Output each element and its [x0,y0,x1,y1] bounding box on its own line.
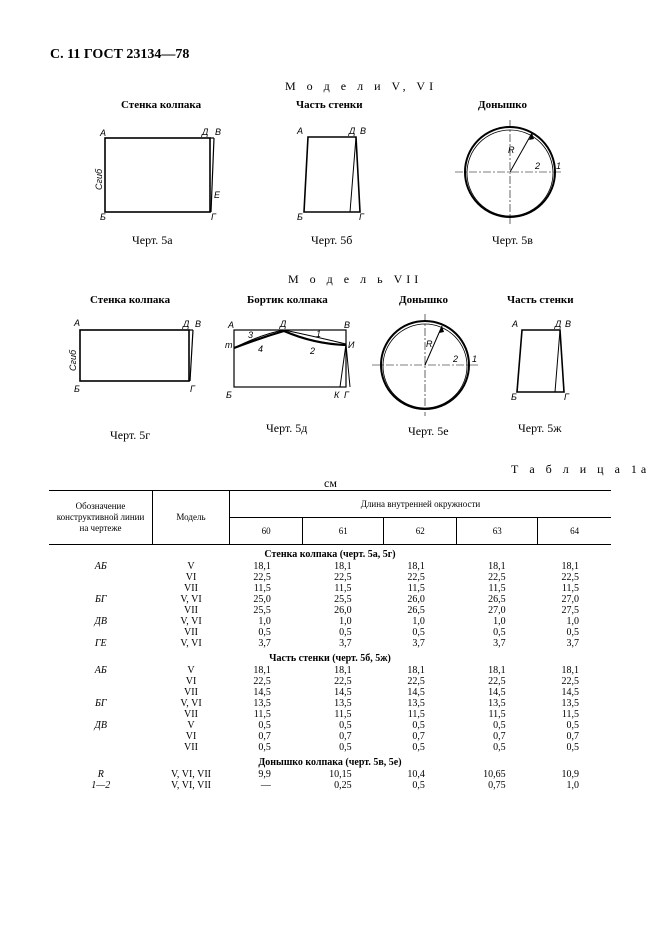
fig-5zh-title: Часть стенки [507,294,574,306]
fig-5a-title: Стенка колпака [121,99,202,111]
value-cell: 26,5 [488,594,506,605]
value-cell: 0,75 [488,780,506,791]
model-vii-heading: М о д е л ь VII [288,272,423,286]
value-cell: 11,5 [253,583,271,594]
label-1: 1 [556,161,562,171]
value-cell: 0,7 [566,731,579,742]
value-cell: 18,1 [488,561,506,572]
line-cell [49,709,153,720]
label-t: т [225,340,233,350]
value-cell: 11,5 [561,583,579,594]
caption-5zh: Черт. 5ж [518,421,562,435]
table-unit: см [324,476,337,490]
label-2: 2 [310,346,316,356]
label-v: В [565,319,572,329]
table-row [49,780,611,791]
table-row [49,616,611,627]
label-a: А [228,320,235,330]
value-cell: 0,5 [339,720,352,731]
table-row [49,561,611,572]
fig-5e-drawing [370,312,485,417]
model-cell: VI [185,572,197,583]
section-title: Стенка колпака (черт. 5а, 5г) [264,549,396,560]
value-cell: 11,5 [253,709,271,720]
value-cell: 11,5 [561,709,579,720]
label-4: 4 [258,344,264,354]
caption-5v: Черт. 5в [492,233,533,247]
fig-5d-drawing [222,314,362,404]
value-cell: 11,5 [488,583,506,594]
model-cell: V, VI [180,616,202,627]
table-row [49,742,611,753]
label-v: В [215,127,222,137]
value-cell: 0,5 [339,742,352,753]
model-cell: V, VI [180,594,202,605]
model-cell: V, VI [180,698,202,709]
label-v: В [344,320,351,330]
caption-5a: Черт. 5а [132,233,173,247]
section-title: Часть стенки (черт. 5б, 5ж) [269,653,391,664]
page-header: С. 11 ГОСТ 23134—78 [50,47,190,62]
value-cell: 0,5 [493,720,506,731]
label-2: 2 [453,354,459,364]
value-cell: 11,5 [334,583,352,594]
value-cell: 13,5 [253,698,271,709]
line-cell: АБ [94,561,107,572]
table-row [49,769,611,780]
caption-5b: Черт. 5б [311,233,353,247]
value-cell: 22,5 [488,572,506,583]
fig-5d-title: Бортик колпака [247,294,328,306]
value-cell: 0,5 [412,780,425,791]
value-cell: 0,7 [412,731,425,742]
label-g: Г [564,392,569,402]
col-header-model: Модель [153,491,230,545]
line-cell [49,742,153,753]
model-cell: VII [184,627,198,638]
label-i: И [348,340,355,350]
label-g: Г [190,384,195,394]
label-k: К [334,390,340,400]
line-cell [49,676,153,687]
label-b: Б [74,384,80,394]
value-cell: 25,5 [253,605,271,616]
line-cell: ДВ [94,720,107,731]
value-cell: 18,1 [488,665,506,676]
table-row [49,720,611,731]
value-cell: 1,0 [493,616,506,627]
label-b: Б [511,392,517,402]
table-row [49,709,611,720]
label-e: Е [214,190,221,200]
value-cell: 22,5 [488,676,506,687]
value-cell: 3,7 [258,638,271,649]
value-cell: 18,1 [334,561,352,572]
value-cell: 0,5 [339,627,352,638]
value-cell: 14,5 [253,687,271,698]
size-header-62: 62 [384,518,457,545]
value-cell: 27,0 [561,594,579,605]
value-cell: 13,5 [561,698,579,709]
section-header-row [49,753,611,769]
table-row [49,731,611,742]
fig-5g-title: Стенка колпака [90,294,171,306]
value-cell: 0,25 [334,780,352,791]
label-2: 2 [535,161,541,171]
value-cell: 18,1 [253,665,271,676]
label-a: А [297,126,304,136]
label-d: Д [349,126,356,136]
label-a: А [74,318,81,328]
label-b: Б [297,212,303,222]
value-cell: 0,7 [258,731,271,742]
value-cell: 1,0 [258,616,271,627]
value-cell: 22,5 [334,676,352,687]
value-cell: 18,1 [561,665,579,676]
size-header-61: 61 [303,518,384,545]
value-cell: 1,0 [566,616,579,627]
line-cell: АБ [94,665,107,676]
value-cell: 0,5 [258,742,271,753]
line-cell: 1—2 [91,780,111,791]
value-cell: 0,5 [493,742,506,753]
col-header-line: Обозначение конструктивной линии на чертеже [49,491,153,545]
value-cell: 14,5 [561,687,579,698]
model-cell: V [187,720,195,731]
value-cell: 0,5 [566,720,579,731]
value-cell: 0,5 [566,627,579,638]
section-header-row [49,545,611,562]
fig-5v-title: Донышко [478,99,527,111]
label-d: Д [555,319,562,329]
label-1: 1 [316,329,322,339]
value-cell: 0,5 [566,742,579,753]
fig-5b-drawing [290,120,380,230]
size-header-64: 64 [538,518,611,545]
label-r: R [508,145,515,155]
size-header-63: 63 [457,518,538,545]
group-header: Длина внутренней окружности [230,491,612,518]
table-row [49,583,611,594]
fig-5v-drawing [450,118,570,228]
model-cell: V [187,561,195,572]
label-sgib: Сгиб [68,349,78,371]
label-d: Д [183,319,190,329]
fig-5b-title: Часть стенки [296,99,363,111]
value-cell: 3,7 [339,638,352,649]
value-cell: 10,65 [483,769,506,780]
line-cell: ГЕ [94,638,107,649]
size-header-60: 60 [230,518,303,545]
line-cell: БГ [94,698,107,709]
table-row [49,594,611,605]
table-row [49,676,611,687]
label-1: 1 [472,354,478,364]
value-cell: 26,0 [334,605,352,616]
model-cell: VII [184,687,198,698]
value-cell: 0,7 [339,731,352,742]
model-cell: VI [185,731,197,742]
value-cell: 22,5 [334,572,352,583]
value-cell: 10,4 [407,769,425,780]
label-sgib: Сгиб [94,168,104,190]
line-cell [49,687,153,698]
label-g: Г [344,390,349,400]
table-row [49,638,611,649]
value-cell: 0,5 [493,627,506,638]
value-cell: 1,0 [566,780,579,791]
value-cell: 18,1 [561,561,579,572]
fig-5g-drawing [65,312,215,402]
value-cell: 18,1 [407,665,425,676]
label-a: А [100,128,107,138]
label-a: А [512,319,519,329]
line-cell [49,572,153,583]
value-cell: 1,0 [412,616,425,627]
line-cell: ДВ [94,616,107,627]
label-d: Д [280,319,287,329]
table-header-row [49,491,611,518]
label-d: Д [202,127,209,137]
table-row [49,627,611,638]
value-cell: 10,9 [561,769,579,780]
section-header-row [49,649,611,665]
value-cell: 11,5 [407,583,425,594]
line-cell [49,731,153,742]
value-cell: 11,5 [407,709,425,720]
fig-5zh-drawing [505,314,585,404]
value-cell: 14,5 [488,687,506,698]
value-cell: 11,5 [488,709,506,720]
value-cell: 27,0 [488,605,506,616]
label-v: В [195,319,202,329]
label-v: В [360,126,367,136]
table-title: Т а б л и ц а 1а [511,462,651,476]
value-cell: — [260,780,271,791]
label-g: Г [211,212,216,222]
value-cell: 3,7 [493,638,506,649]
line-cell: R [97,769,104,780]
value-cell: 27,5 [561,605,579,616]
models-v-vi-heading: М о д е л и V, VI [285,79,438,93]
line-cell [49,605,153,616]
data-table [49,490,611,791]
value-cell: 22,5 [253,572,271,583]
line-cell [49,627,153,638]
value-cell: 18,1 [253,561,271,572]
label-b: Б [100,212,106,222]
value-cell: 13,5 [334,698,352,709]
model-cell: VII [184,742,198,753]
model-cell: V, VI, VII [170,780,211,791]
line-cell: БГ [94,594,107,605]
value-cell: 13,5 [407,698,425,709]
value-cell: 14,5 [407,687,425,698]
value-cell: 22,5 [561,572,579,583]
value-cell: 0,5 [412,720,425,731]
table-row [49,605,611,616]
table-row [49,572,611,583]
model-cell: V, VI [180,638,202,649]
value-cell: 3,7 [412,638,425,649]
table-row [49,687,611,698]
value-cell: 22,5 [407,676,425,687]
label-g: Г [359,212,364,222]
caption-5d: Черт. 5д [266,421,308,435]
caption-5g: Черт. 5г [110,428,151,442]
table-row [49,698,611,709]
value-cell: 26,0 [407,594,425,605]
value-cell: 22,5 [253,676,271,687]
value-cell: 18,1 [407,561,425,572]
fig-5e-title: Донышко [399,294,448,306]
value-cell: 14,5 [334,687,352,698]
table-row [49,665,611,676]
model-cell: V [187,665,195,676]
value-cell: 11,5 [334,709,352,720]
model-cell: VII [184,583,198,594]
value-cell: 22,5 [561,676,579,687]
line-cell [49,583,153,594]
model-cell: VI [185,676,197,687]
label-r: R [426,339,433,349]
value-cell: 10,15 [329,769,352,780]
value-cell: 22,5 [407,572,425,583]
model-cell: VII [184,605,198,616]
value-cell: 26,5 [407,605,425,616]
value-cell: 0,5 [412,627,425,638]
value-cell: 0,7 [493,731,506,742]
section-title: Донышко колпака (черт. 5в, 5е) [258,757,402,768]
value-cell: 1,0 [339,616,352,627]
value-cell: 0,5 [258,720,271,731]
value-cell: 25,5 [334,594,352,605]
value-cell: 25,0 [253,594,271,605]
value-cell: 9,9 [258,769,271,780]
value-cell: 0,5 [258,627,271,638]
value-cell: 13,5 [488,698,506,709]
label-b: Б [226,390,232,400]
value-cell: 3,7 [566,638,579,649]
model-cell: V, VI, VII [170,769,211,780]
label-3: 3 [248,330,254,340]
model-cell: VII [184,709,198,720]
value-cell: 18,1 [334,665,352,676]
fig-5a-drawing [80,120,240,230]
caption-5e: Черт. 5е [408,424,449,438]
value-cell: 0,5 [412,742,425,753]
